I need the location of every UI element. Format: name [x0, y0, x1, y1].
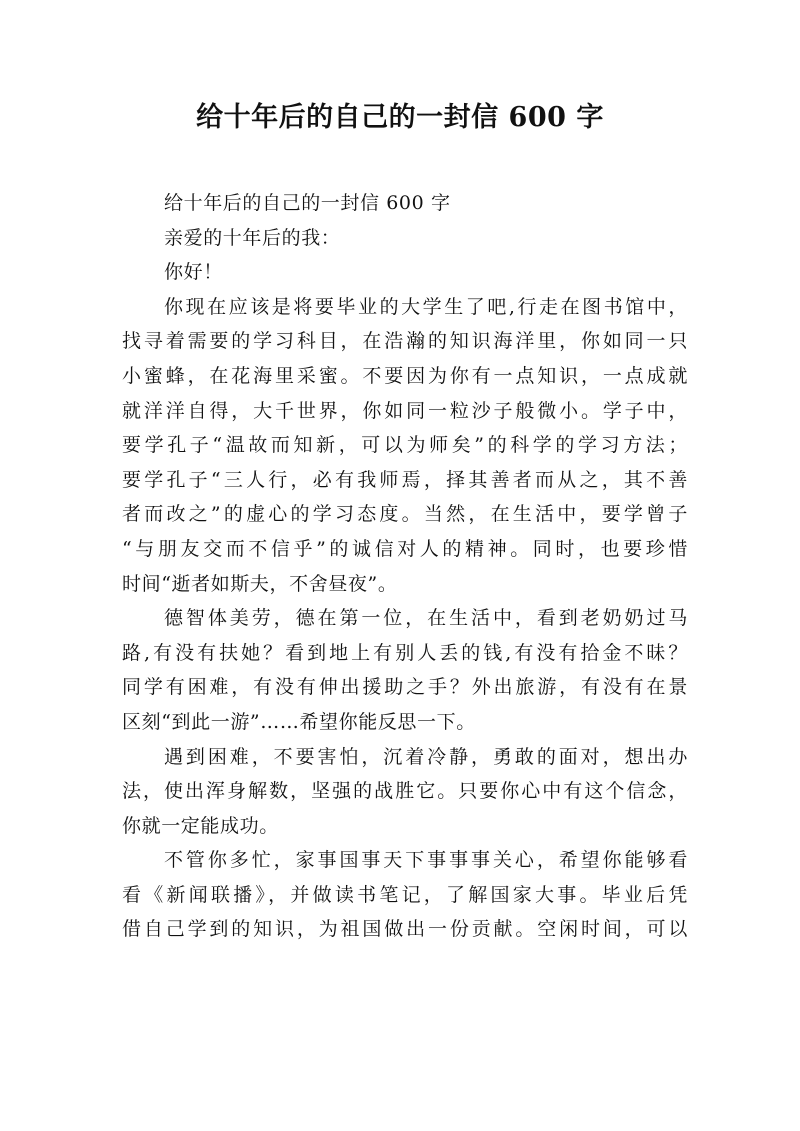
body-line: 小蜜蜂，在花海里采蜜。不要因为你有一点知识，一点成就	[122, 364, 688, 387]
document-title: 给十年后的自己的一封信 600 字	[196, 102, 604, 133]
body-line: 不管你多忙，家事国事天下事事事关心，希望你能够看	[164, 849, 688, 872]
body-line: 看《新闻联播》，并做读书笔记，了解国家大事。毕业后凭	[122, 883, 688, 906]
body-line: 找寻着需要的学习科目，在浩瀚的知识海洋里，你如同一只	[122, 330, 688, 353]
body-line: 亲爱的十年后的我：	[164, 226, 341, 249]
body-line: 你就一定能成功。	[122, 814, 279, 837]
body-line: 给十年后的自己的一封信 600 字	[164, 192, 451, 214]
letter-body	[122, 186, 688, 947]
body-line: 法，使出浑身解数，坚强的战胜它。只要你心中有这个信念，	[122, 780, 688, 803]
body-line: 你好！	[164, 261, 223, 284]
body-line: 遇到困难，不要害怕，沉着冷静，勇敢的面对，想出办	[164, 745, 688, 768]
body-line: 要学孔子“温故而知新，可以为师矣”的科学的学习方法；	[122, 434, 688, 457]
body-line: 者而改之”的虚心的学习态度。当然，在生活中，要学曾子	[122, 503, 688, 526]
body-line: 要学孔子“三人行，必有我师焉，择其善者而从之，其不善	[122, 468, 688, 491]
body-line: 你现在应该是将要毕业的大学生了吧,行走在图书馆中，	[164, 295, 688, 318]
body-line: 区刻“到此一游”……希望你能反思一下。	[122, 710, 476, 733]
body-line: 同学有困难，有没有伸出援助之手？外出旅游，有没有在景	[122, 676, 688, 699]
body-line: 路,有没有扶她？看到地上有别人丢的钱,有没有拾金不昧？	[122, 641, 688, 664]
body-line: 德智体美劳，德在第一位，在生活中，看到老奶奶过马	[164, 607, 688, 630]
body-line: 时间“逝者如斯夫，不舍昼夜”。	[122, 572, 398, 595]
body-line: “与朋友交而不信乎”的诚信对人的精神。同时，也要珍惜	[122, 537, 688, 560]
body-line: 借自己学到的知识，为祖国做出一份贡献。空闲时间，可以	[122, 918, 688, 941]
body-line: 就洋洋自得，大千世界，你如同一粒沙子般微小。学子中，	[122, 399, 688, 422]
